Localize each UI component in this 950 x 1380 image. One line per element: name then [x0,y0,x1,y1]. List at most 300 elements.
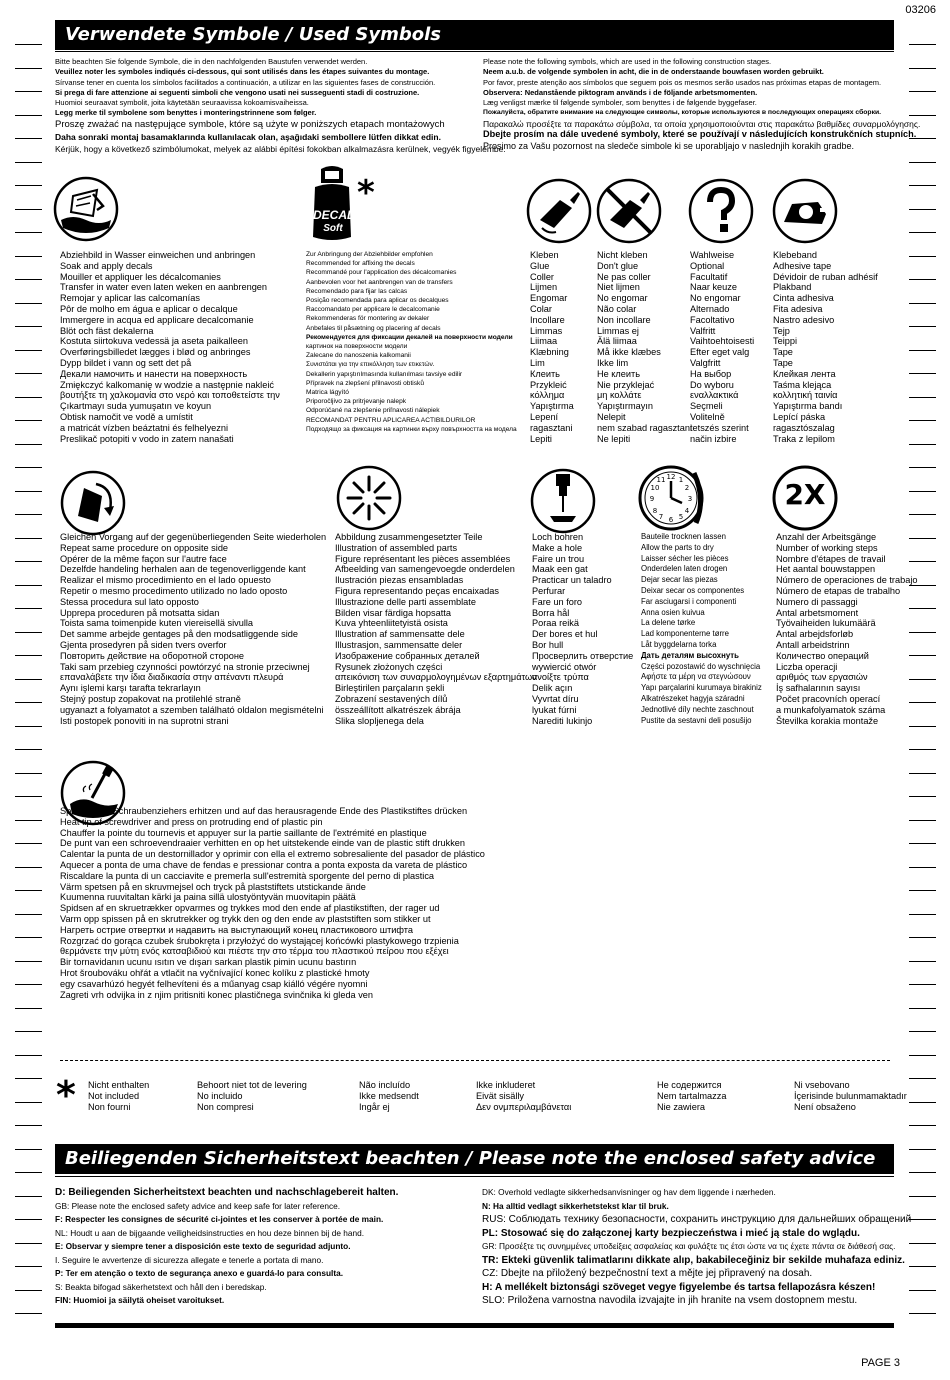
margin-tick [15,1313,42,1314]
text-line: Dévidoir de ruban adhésif [773,271,878,282]
asterisk-icon: * [56,1073,76,1117]
margin-tick [909,773,936,774]
margin-tick [909,303,936,304]
text-line: На выбор [690,368,732,379]
svg-text:6: 6 [668,516,674,524]
text-line: Naar keuze [690,282,737,293]
text-line: Immergere in acqua ed applicare decalcomanie [60,314,254,325]
text-line: Not included [88,1090,140,1101]
text-line: Liczba operacji [776,661,838,672]
margin-tick [909,1266,936,1267]
text-line: Non incollare [597,314,651,325]
text-line: No engomar [597,293,648,304]
question-mark-icon [688,178,754,244]
text-line: Anbefales til påsætning og placering af decals [306,324,441,332]
text-line: Není obsaženo [794,1101,856,1112]
clock-dry-icon [638,465,710,531]
text-line: Obtisk namočit ve vodě a umístit [60,411,193,422]
margin-tick [15,1290,42,1291]
text-line: Alkatrészeket hagyja száradni [641,693,745,703]
text-line: lyukat fúrni [532,704,577,715]
text-line: Fita adesiva [773,303,823,314]
text-line: Kostuta siirtokuva vedessä ja aseta paikalleen [60,336,248,347]
text-line: Efter eget valg [690,347,750,358]
text-line: Počet pracovních operací [776,693,881,704]
text-line: μη κολλάτε [597,390,642,401]
margin-tick [15,1055,42,1056]
work-steps-text [776,532,917,726]
decal-soft-sublabel: Soft [323,223,343,234]
decal-water-icon [53,176,119,242]
text-line: Illustrazione delle parti assemblate [335,596,476,607]
text-line: Incollare [530,314,565,325]
margin-tick [15,491,42,492]
text-line: Lad komponenterne tørre [641,629,729,639]
text-line: Não colar [597,303,637,314]
text-line: Bor hull [532,639,564,650]
text-line: Gleichen Vorgang auf der gegenüberliegenden Seite wiederholen [60,532,327,542]
text-line: Illustrasjon, sammensatte deler [335,639,463,650]
margin-tick [15,749,42,750]
margin-tick [15,843,42,844]
text-line: Recomendado para fijar las calcas [306,287,408,295]
svg-text:5: 5 [678,513,684,521]
text-line: Dejar secar las piezas [641,575,718,585]
text-line: Не клеить [597,368,641,379]
text-line: Poraa reikä [532,618,579,629]
margin-tick [15,350,42,351]
margin-tick [15,914,42,915]
glue-text [530,250,574,444]
text-line: Laisser sécher les pièces [641,553,729,563]
margin-tick [15,867,42,868]
margin-tick [15,232,42,233]
margin-tick [909,1055,936,1056]
text-line: Facultatif [690,271,728,282]
text-line: Aynı işlemi karşı tarafta tekrarlayın [60,683,201,694]
text-line: картинок на поверхности модели [306,343,408,351]
margin-tick [15,514,42,515]
text-line: Borra hål [532,607,570,618]
text-line: Blöt och fäst dekalerna [60,325,154,336]
text-line: Heat tip of screwdriver and press on protruding end of plastic pin [60,816,323,827]
text-line: Far asciugarsi i componenti [641,596,737,606]
text-line: Bilden visar färdiga hopsatta [335,607,451,618]
text-line: Lepení [530,411,559,422]
safety-left: D: Beiliegenden Sicherheitstext beachten und nachschlagebereit halten. GB: Please note the enclosed safety advice and keep safe for later reference. F: Respecter les consignes de sécurité ci-jointes et les conserver à portée de main. NL: Houdt u aan de bijgaande veiligheidsinstructies en hou deze binnen bij de hand. E: Observar y siempre tener a disposición este texto de seguridad adjunto. I. Seguire le avvertenze di sicurezza allegate e tenerle a portata di mano. P: Ter em atenção o texto de segurança anexo e guardá-lo para consulta. S: Beakta bifogad säkerhetstext och håll den i beredskap. FIN: Huomioi ja säilytä oheiset varoitukset. [55,1187,399,1305]
text-line: Plakband [773,282,812,293]
text-line: Behoort niet tot de levering [197,1080,307,1090]
text-line: RECOMANDAT PENTRU APLICAREA ACTIBILDURILOR [306,416,476,424]
margin-tick [15,538,42,539]
text-line: Älä liimaa [597,336,637,347]
svg-text:12: 12 [666,473,676,481]
decal-soft-text [306,250,517,434]
text-line: Seçmeli [690,401,723,412]
text-line: Antal arbetsmoment [776,607,859,618]
text-line: ragasztószalag [773,422,835,433]
text-line: Loch bohren [532,532,584,542]
margin-tick [15,1078,42,1079]
text-line: Perfurar [532,585,566,596]
text-line: Количество операций [776,650,869,661]
margin-tick [15,279,42,280]
safety-banner: Beiliegenden Sicherheitstext beachten / Please note the enclosed safety advice [55,1144,894,1174]
margin-tick [909,232,936,233]
margin-tick [15,1196,42,1197]
text-line: Calentar la punta de un destornillador y oprimir con ella el extremo sobresaliente del pasador de plástico [60,849,485,860]
text-line: Transfer in water even laten weken en aanbrengen [60,282,268,293]
margin-tick [15,937,42,938]
text-line: Spitze eines Schraubenziehers erhitzen und auf das herausragende Ende des Plastikstiftes drücken [60,806,468,816]
not-included-col2 [197,1080,307,1112]
text-line: επαναλάβετε την ίδια διαδικασία στην απέναντι πλευρά [60,672,284,683]
text-line: Gjenta prosedyren på siden tvers overfor [60,639,227,650]
margin-tick [15,138,42,139]
text-line: Нагреть острие отвертки и надавить на выступающий конец пластикового штифта [60,924,413,935]
text-line: Дать деталям высохнуть [641,650,739,660]
banner-underline [55,51,894,52]
text-line: ragasztani [530,422,573,433]
text-line: Nicht enthalten [88,1080,150,1090]
text-line: Spidsen af en skruetrækker opvarmes og trykkes mod den ende af plastikstiften, der rager ud [60,903,440,914]
text-line: Värm spetsen på en skruvmejsel och tryck på plaststiftets utstickande ände [60,881,366,892]
text-line: Adhesive tape [773,260,832,271]
text-line: Facoltativo [690,314,735,325]
text-line: Valgfritt [690,357,721,368]
svg-text:8: 8 [652,507,658,515]
text-line: Клейкая лента [773,368,836,379]
text-line: Zmiękczyć kalkomanię w wodzie a następnie nakleić [60,379,274,390]
text-line: Repetir o mesmo procedimento utilizado no lado oposto [60,585,288,596]
margin-tick [909,1149,936,1150]
margin-tick [15,44,42,45]
margin-tick [909,961,936,962]
text-line: Ikke lim [597,357,629,368]
text-line: Yapıştırma bandı [773,401,843,412]
svg-text:1: 1 [678,476,684,484]
margin-tick [909,44,936,45]
margin-tick [15,1149,42,1150]
margin-tick [15,1172,42,1173]
no-glue-text [597,250,692,444]
margin-tick [909,420,936,421]
margin-tick [909,843,936,844]
svg-text:9: 9 [649,495,655,503]
text-line: Ilustración piezas ensambladas [335,575,464,586]
margin-tick [15,1243,42,1244]
tape-text [773,250,878,444]
margin-tick [909,1031,936,1032]
text-line: Illustration of assembled parts [335,542,458,553]
text-line: a matricát vízben beáztatni és felhelyezni [60,422,229,433]
margin-tick [909,1078,936,1079]
margin-tick [909,162,936,163]
margin-tick [15,820,42,821]
text-line: Riscaldare la punta di un cacciavite e premerla sull'estremità sporgente del perno di plastica [60,870,435,881]
text-line: Δεν ονμπεριλαμβάνεται [476,1101,572,1112]
text-line: Figura representando peças encaixadas [335,585,499,596]
not-included-col3 [359,1080,419,1112]
text-line: Stejný postup zopakovat na protilehlé straně [60,693,241,704]
text-line: Nicht kleben [597,250,648,260]
glue-tube-icon [526,178,592,244]
margin-tick [909,890,936,891]
text-line: Toista sama toimenpide kuten viereisellä sivulla [60,618,254,629]
text-line: Ikke inkluderet [476,1080,536,1090]
text-line: Number of working steps [776,542,878,553]
text-line: Alternado [690,303,730,314]
text-line: ανοίξτε τρύπα [532,672,589,683]
drill-text [532,532,633,726]
margin-tick [909,1125,936,1126]
margin-tick [15,1219,42,1220]
text-line: Volitelně [690,411,725,422]
text-line: Dypp bildet i vann og sett det på [60,357,192,368]
text-line: Preslikač potopiti v vodo in zatem nanašati [60,433,234,444]
text-line: Клеить [530,368,560,379]
text-line: Kuumenna ruuvitaltan kärki ja paina sillä ulostyöntyvän muovitapin päätä [60,892,356,903]
text-line: Don't glue [597,260,639,271]
svg-text:3: 3 [687,495,693,503]
text-line: Make a hole [532,542,583,553]
text-line: Rozgrzać do gorąca czubek śrubokręta i przyłożyć do wystającej końcówki plastykowego trzpienia [60,935,459,946]
intro-right: Please note the following symbols, which are used in the following construction stages. Neem a.u.b. de volgende symbolen in acht, die in de onderstaande bouwfasen worden gebruikt. Por favor, preste atenção aos símbolos que seguem pois os mesmos serão usados nas próximas etapas de montagem. Observera: Nedanstående piktogram används i de följande arbetsmomenten. Læg venligst mærke til følgende symboler, som benyttes i de følgende byggefaser. Пожалуйста, обратите внимание на следующие символы, которые используются в последующих операциях сборки. Παρακαλώ προσέξτε τα παρακάτω σύμβολα, τα οποία χρησιμοποιούνται στις παρακάτω βαθμίδες συναρμολόγησης. Dbejte prosím na dále uvedené symboly, které se používají v následujících konstrukčních stupních. Prosimo za Vašu pozornost na sledeče simbole ki se uporabljajo v naslednjih korakih gradbe. [483,57,921,151]
margin-tick [15,303,42,304]
dashed-separator [60,1060,890,1061]
text-line: Soak and apply decals [60,260,153,271]
text-line: Número de operaciones de trabajo [776,575,918,586]
text-line: Lepiti [530,433,552,444]
margin-tick [909,867,936,868]
text-line: İş safhalarının sayısı [776,683,861,694]
text-line: Delik açın [532,683,573,694]
margin-tick [909,373,936,374]
margin-tick [909,1313,936,1314]
margin-tick [909,279,936,280]
margin-tick [909,796,936,797]
margin-tick [909,185,936,186]
margin-tick [15,890,42,891]
text-line: Non fourni [88,1101,131,1112]
work-steps-label: 2X [784,478,826,511]
margin-tick [909,350,936,351]
text-line: Het aantal bouwstappen [776,564,876,575]
text-line: Zalecane do nanoszenia kalkomanii [306,352,411,360]
text-line: Yapıştırma [530,401,574,412]
margin-tick [909,467,936,468]
text-line: Vaihtoehtoisesti [690,336,755,347]
svg-text:2: 2 [684,484,690,492]
text-line: Ne lepiti [597,433,631,444]
text-line: Liimaa [530,336,558,347]
text-line: Limmas [530,325,563,336]
margin-tick [909,514,936,515]
text-line: Glue [530,260,550,271]
text-line: Bauteile trocknen lassen [641,532,726,541]
text-line: εναλλακτικά [690,390,739,401]
text-line: Numero di passaggi [776,596,858,607]
text-line: Maak een gat [532,564,588,575]
decal-soft-label: DECAL [313,208,355,222]
text-line: Não incluído [359,1080,411,1090]
text-line: egy csavarhúzó hegyét felhevíteni és a műanyag csap kiálló végére nyomni [60,978,368,989]
text-line: Limmas ej [597,325,639,336]
text-line: βουτήξτε τη χαλκομανία στο νερό και τοποθετείστε την [60,390,280,401]
text-line: Не содержится [657,1080,722,1090]
margin-tick [15,420,42,421]
text-line: Repeat same procedure on opposite side [60,542,229,553]
text-line: Nem tartalmazza [657,1090,727,1101]
text-line: Ne pas coller [597,271,651,282]
text-line: tetszés szerint [690,422,749,433]
margin-tick [15,632,42,633]
margin-tick [909,1196,936,1197]
text-line: Wahlweise [690,250,735,260]
text-line: αριθμός των εργασιών [776,672,868,683]
text-line: Dekallerin yapıştırılmasında kullanılması tavsiye edilir [306,370,463,378]
text-line: De punt van een schroevendraaier verhitten en op het uitstekende einde van de plastic stift drukken [60,838,466,849]
text-line: Número de etapas de trabalho [776,585,901,596]
text-line: Practicar un taladro [532,575,612,586]
text-line: Aanbevolen voor het aanbrengen van de transfers [306,278,453,286]
text-line: Lepící páska [773,411,826,422]
text-line: Klæbning [530,347,569,358]
margin-tick [15,397,42,398]
text-line: Taśma klejąca [773,379,832,390]
text-line: Antall arbeidstrinn [776,639,850,650]
margin-tick [15,702,42,703]
text-line: Dezelfde handeling herhalen aan de tegenoverliggende kant [60,564,306,575]
text-line: Realizar el mismo procedimiento en el lado opuesto [60,575,271,586]
text-line: Просверлить отверстие [532,650,634,661]
text-line: wywiercić otwór [532,661,597,672]
text-line: Posição recomendada para aplicar os decalques [306,297,449,305]
text-line: Rekommenderas för montering av dekaler [306,315,430,323]
margin-tick [909,397,936,398]
tape-dispenser-icon [772,178,838,244]
text-line: θερμάνετε την μύτη ενός κατσαβιδιού και πιέστε την στο τέρμα του πλαστικού πείρου που εξέχει [60,946,449,957]
margin-tick [15,115,42,116]
text-line: La delene tørke [641,618,696,628]
text-line: Pôr de molho em água e aplicar o decalque [60,303,238,314]
margin-tick [15,373,42,374]
text-line: Ikke medsendt [359,1090,419,1101]
margin-tick [15,209,42,210]
text-line: Zur Anbringung der Abziehbilder empfohlen [306,251,433,258]
margin-tick [15,1266,42,1267]
drill-icon [530,468,596,534]
text-line: Pustite da sestavni deli posušijo [641,715,752,725]
text-line: Nie zawiera [657,1101,705,1112]
svg-text:7: 7 [658,513,664,521]
text-line: Przykleić [530,379,567,390]
text-line: Декали намочить и нанести на поверхность [60,368,248,379]
opposite-side-icon [60,470,126,536]
margin-tick [909,820,936,821]
margin-tick [909,1008,936,1009]
dry-text [641,532,762,726]
text-line: Varm opp spissen på en skrutrekker og trykk den og den ende av plaststiften som stikker ut [60,913,431,924]
margin-tick [15,1008,42,1009]
safety-right: DK: Overhold vedlagte sikkerhedsanvisninger og hav dem liggende i nærheden. N: Ha alltid vedlagt sikkerhetstekst klar til bruk. RUS: Соблюдать технику безопасности, сохранить инструкцию для дальнейших обращений PL: Stosować się do załączonej karty bezpieczeństwa i mieć ją stale do wglądu. GR: Προσέξτε τις συνημμένες υποδείξεις ασφαλείας και φυλάξτε τις έτσι ώστε να τις έχετε πάντα σε διάθεσή σας. TR: Ekteki güvenlik talimatlarını dikkate alıp, bakabileceğiniz bir sekilde muhafaza ediniz. CZ: Dbejte na přiložený bezpečnostní text a mějte jej připravený na dosah. H: A mellékelt biztonsági szöveget vegye figyelembe és tartsa fellapozásra készen! SLO: Priložena varnostna navodila izvajajte in jih hranite na vsem dostopnem mestu. [482,1187,912,1306]
text-line: Kleben [530,250,559,260]
text-line: Opérer de la même façon sur l'autre face [60,553,227,564]
text-line: Bir tornavidanın ucunu ısıtın ve dışarı sarkan plastik pimin ucunu bastırın [60,957,357,968]
text-line: Vyvrtat díru [532,693,579,704]
text-line: Nelepit [597,411,626,422]
no-glue-icon [596,178,662,244]
margin-tick [15,326,42,327]
text-line: Rysunek złożonych części [335,661,443,672]
assembled-parts-icon [336,465,402,531]
not-included-col1 [88,1080,149,1112]
text-line: Klebeband [773,250,817,260]
margin-tick [15,655,42,656]
text-line: Non compresi [197,1101,254,1112]
margin-tick [15,467,42,468]
text-line: Allow the parts to dry [641,542,714,552]
text-line: a munkafolyamatok száma [776,704,886,715]
not-included-asterisk-icon: * [357,173,375,213]
text-line: Slika slopljenega dela [335,715,424,726]
margin-tick [15,726,42,727]
decals-water-text [60,250,280,444]
text-line: Työvaiheiden lukumäärä [776,618,876,629]
margin-tick [15,91,42,92]
text-line: Recommandé pour l'application des décalcomanies [306,269,457,277]
text-line: Tape [773,347,793,358]
text-line: Coller [530,271,554,282]
text-line: Številka korakia montaže [776,715,879,726]
margin-tick [15,256,42,257]
text-line: Nie przyklejać [597,379,655,390]
text-line: Der bores et hul [532,629,598,640]
margin-tick [909,914,936,915]
text-line: Lim [530,357,545,368]
margin-tick [15,561,42,562]
text-line: Matrica lágyító [306,389,349,397]
margin-tick [15,773,42,774]
text-line: Hrot šroubováku ohřát a vtlačit na vyčnívající konec kolíku z plastické hmoty [60,967,370,978]
margin-tick [15,585,42,586]
opposite-side-text [60,532,326,726]
margin-tick [909,209,936,210]
bottom-rule [55,1323,894,1328]
text-line: Colar [530,303,552,314]
text-line: ugyanazt a folyamatot a szemben található oldalon megismételni [60,704,324,715]
screwdriver-text [60,806,485,1000]
text-line: Det samme arbejde gentages på den modsatliggende side [60,629,299,640]
text-line: Zobrazení sestavených dílů [335,693,448,704]
text-line: Kuva yhteenliitetyistä osista [335,618,448,629]
not-included-col4 [476,1080,571,1112]
text-line: Upprepa proceduren på motsatta sidan [60,607,220,618]
text-line: Mouiller et appliquer les décalcomanies [60,271,221,282]
margin-tick [909,1219,936,1220]
text-line: Abziehbild in Wasser einweichen und anbringen [60,250,256,260]
svg-text:10: 10 [650,484,660,492]
text-line: Afbeelding van samengevoegde onderdelen [335,564,515,575]
text-line: Fare un foro [532,596,583,607]
text-line: Onderdelen laten drogen [641,564,728,574]
text-line: Tape [773,357,793,368]
text-line: Engomar [530,293,568,304]
margin-tick [15,961,42,962]
text-line: Nastro adesivo [773,314,835,325]
text-line: κολλητική ταινία [773,390,838,401]
safety-banner-underline [55,1176,894,1177]
